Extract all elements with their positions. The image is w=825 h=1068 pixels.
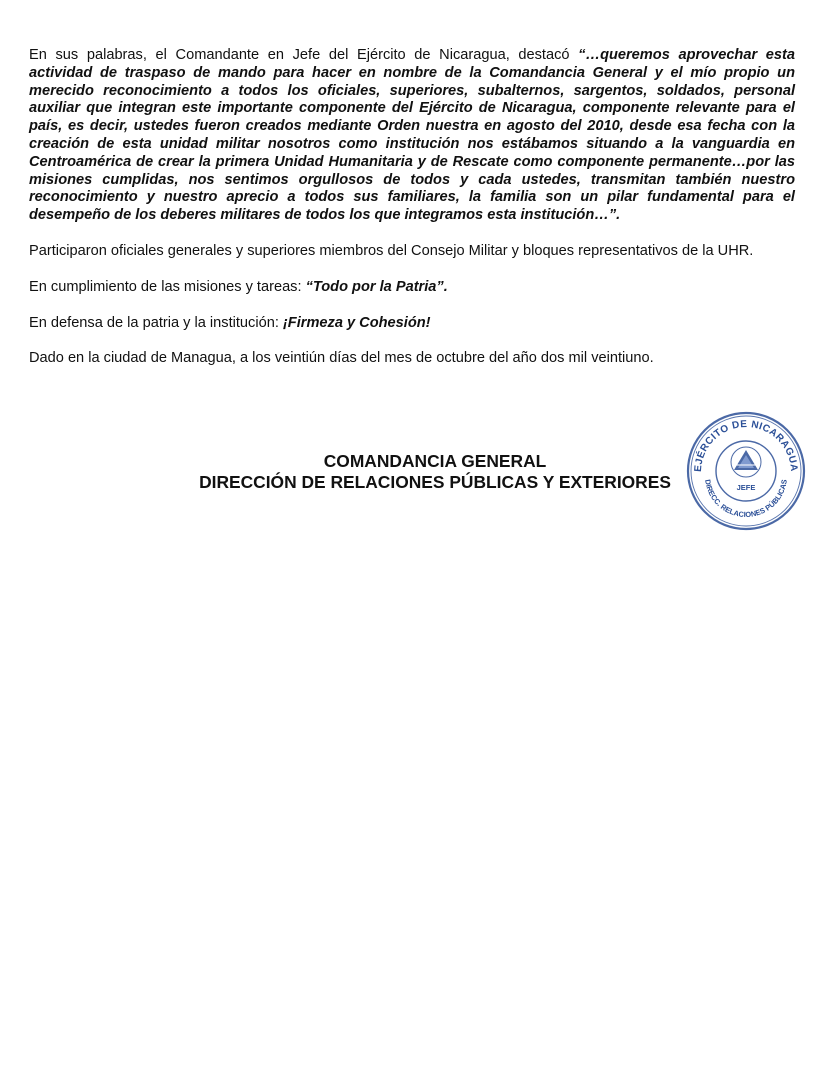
official-seal-stamp: [683, 410, 809, 532]
speech-quote: “…queremos aprovechar esta actividad de traspaso de mando para hacer en nombre de la Comandancia General y el mío propio un merecido reconocimiento a todos los oficiales, superiores, subalternos, sargentos, soldados, personal auxiliar que integran este importante componente del Ejército de Nicaragua, componente relevante para el país, es decir, ustedes fueron creados mediante Orden nuestra en agosto del 2010, desde esa fecha con la creación de esta unidad militar nosotros como institución nos estábamos situando a la vanguardia en Centroamérica de crear la primera Unidad Humanitaria y de Rescate como componente permanente…por las misiones cumplidas, nos sentimos orgullosos de todos y cada ustedes, transmitan también nuestro reconocimiento y nuestro aprecio a todos sus familiares, la familia son un pilar fundamental para el desempeño de los deberes militares de todos los que integramos esta institución…”.: [29, 47, 795, 224]
svg-text:JEFE: JEFE: [736, 483, 756, 492]
document-body: [29, 47, 795, 386]
mission-motto: “Todo por la Patria”.: [305, 278, 448, 295]
paragraph-defense-motto: [29, 315, 795, 333]
defense-motto: ¡Firmeza y Cohesión!: [282, 314, 431, 331]
paragraph-date-place: Dado en la ciudad de Managua, a los veintiún días del mes de octubre del año dos mil veintiuno.: [29, 350, 654, 367]
svg-text:DIRECC. RELACIONES PÚBLICAS: DIRECC. RELACIONES PÚBLICAS: [703, 478, 789, 520]
triangle-emblem-icon: [734, 450, 758, 470]
defense-motto-label: En defensa de la patria y la institución:: [29, 314, 283, 331]
speech-intro: En sus palabras, el Comandante en Jefe del Ejército de Nicaragua, destacó: [29, 47, 579, 63]
paragraph-mission-motto: [29, 279, 795, 297]
signature-line-1: COMANDANCIA GENERAL: [323, 451, 547, 471]
paragraph-participants: Participaron oficiales generales y superiores miembros del Consejo Militar y bloques representativos de la UHR.: [29, 242, 754, 259]
paragraph-commander-speech: [29, 47, 795, 225]
signature-line-2: DIRECCIÓN DE RELACIONES PÚBLICAS Y EXTERIORES: [199, 472, 671, 492]
mission-motto-label: En cumplimiento de las misiones y tareas:: [29, 278, 306, 295]
svg-text:EJÉRCITO DE NICARAGUA: EJÉRCITO DE NICARAGUA: [692, 418, 800, 473]
